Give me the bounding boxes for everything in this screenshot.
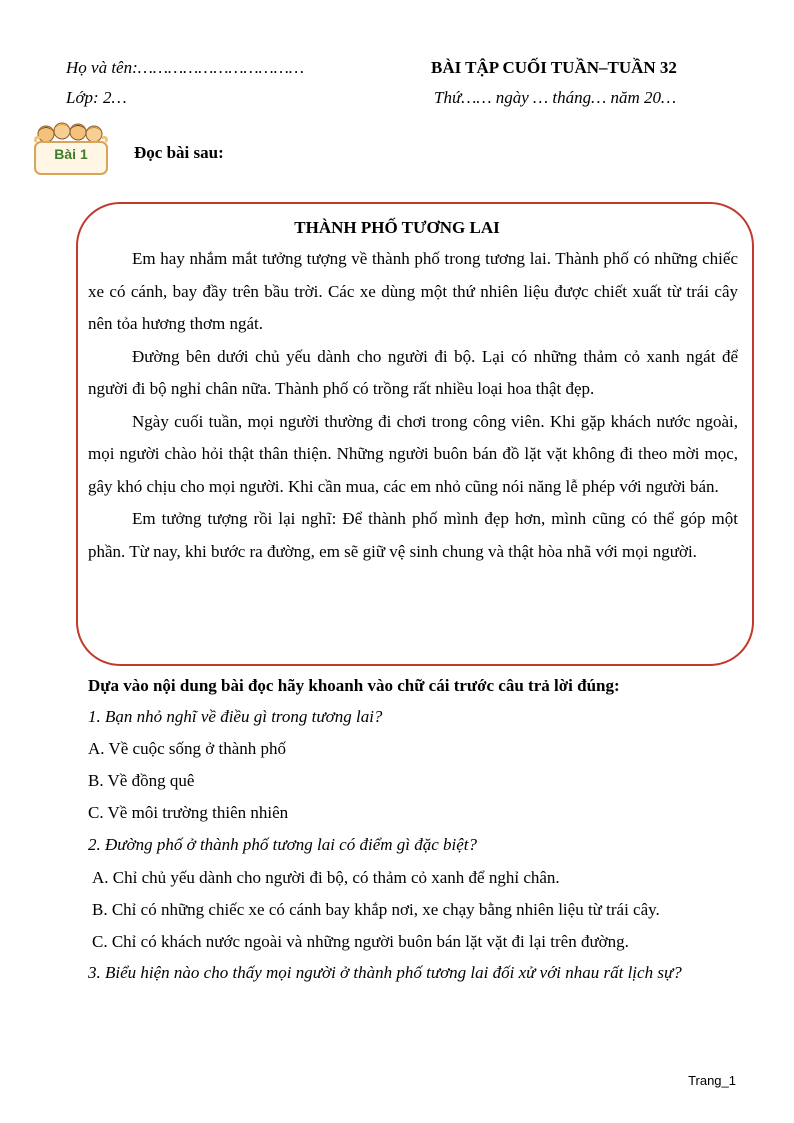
answer-option[interactable]: B. Về đồng quê (88, 771, 195, 790)
date-line: Thứ…… ngày … tháng… năm 20… (434, 88, 677, 107)
passage-paragraph: Em tưởng tượng rồi lại nghĩ: Để thành phố mình đẹp hơn, mình cũng có thể góp một phần. Từ nay, khi bước ra đường, em sẽ giữ vệ sinh chung và thật hòa nhã với mọi người. (88, 509, 738, 561)
answer-option[interactable]: B. Chỉ có những chiếc xe có cánh bay khắp nơi, xe chạy bằng nhiên liệu từ trái cây. (92, 900, 660, 919)
exercise-instruction: Đọc bài sau: (134, 143, 224, 162)
passage-paragraph: Đường bên dưới chủ yếu dành cho người đi bộ. Lại có những thảm cỏ xanh ngát để người đi bộ nghỉ chân nữa. Thành phố có trồng rất nhiều loại hoa thật đẹp. (88, 346, 738, 398)
passage-paragraph: Ngày cuối tuần, mọi người thường đi chơi trong công viên. Khi gặp khách nước ngoài, mọi người chào hỏi thật thân thiện. Những người buôn bán đồ lặt vặt không đi theo mời mọc, gây khó chịu cho mọi người. Khi cần mua, các em nhỏ cũng nói năng lễ phép với người bán. (88, 411, 738, 496)
worksheet-title: BÀI TẬP CUỐI TUẦN–TUẦN 32 (431, 58, 677, 77)
answer-option[interactable]: C. Chỉ có khách nước ngoài và những người buôn bán lặt vặt đi lại trên đường. (92, 932, 629, 951)
passage-body (88, 243, 738, 568)
student-name-line: Họ và tên:…………………………… (66, 58, 305, 77)
question-1: 1. Bạn nhỏ nghĩ về điều gì trong tương lai? (88, 707, 383, 726)
passage-paragraph: Em hay nhắm mắt tưởng tượng về thành phố trong tương lai. Thành phố có những chiếc xe có cánh, bay đầy trên bầu trời. Các xe dùng một thứ nhiên liệu được chiết xuất từ trái cây nên tỏa hương thơm ngát. (88, 249, 738, 333)
answer-option[interactable]: C. Về môi trường thiên nhiên (88, 803, 289, 822)
question-3: 3. Biểu hiện nào cho thấy mọi người ở thành phố tương lai đối xử với nhau rất lịch sự? (88, 963, 682, 982)
class-line: Lớp: 2… (66, 88, 127, 107)
question-2: 2. Đường phố ở thành phố tương lai có điểm gì đặc biệt? (88, 835, 478, 854)
page-number: Trang_1 (688, 1073, 736, 1088)
exercise-badge (32, 120, 110, 176)
passage-title: THÀNH PHỐ TƯƠNG LAI (294, 218, 500, 237)
answer-option[interactable]: A. Về cuộc sống ở thành phố (88, 739, 287, 758)
task-instruction: Dựa vào nội dung bài đọc hãy khoanh vào chữ cái trước câu trả lời đúng: (88, 676, 620, 695)
exercise-badge-label: Bài 1 (54, 146, 88, 162)
answer-option[interactable]: A. Chỉ chủ yếu dành cho người đi bộ, có thảm cỏ xanh để nghỉ chân. (92, 868, 560, 887)
